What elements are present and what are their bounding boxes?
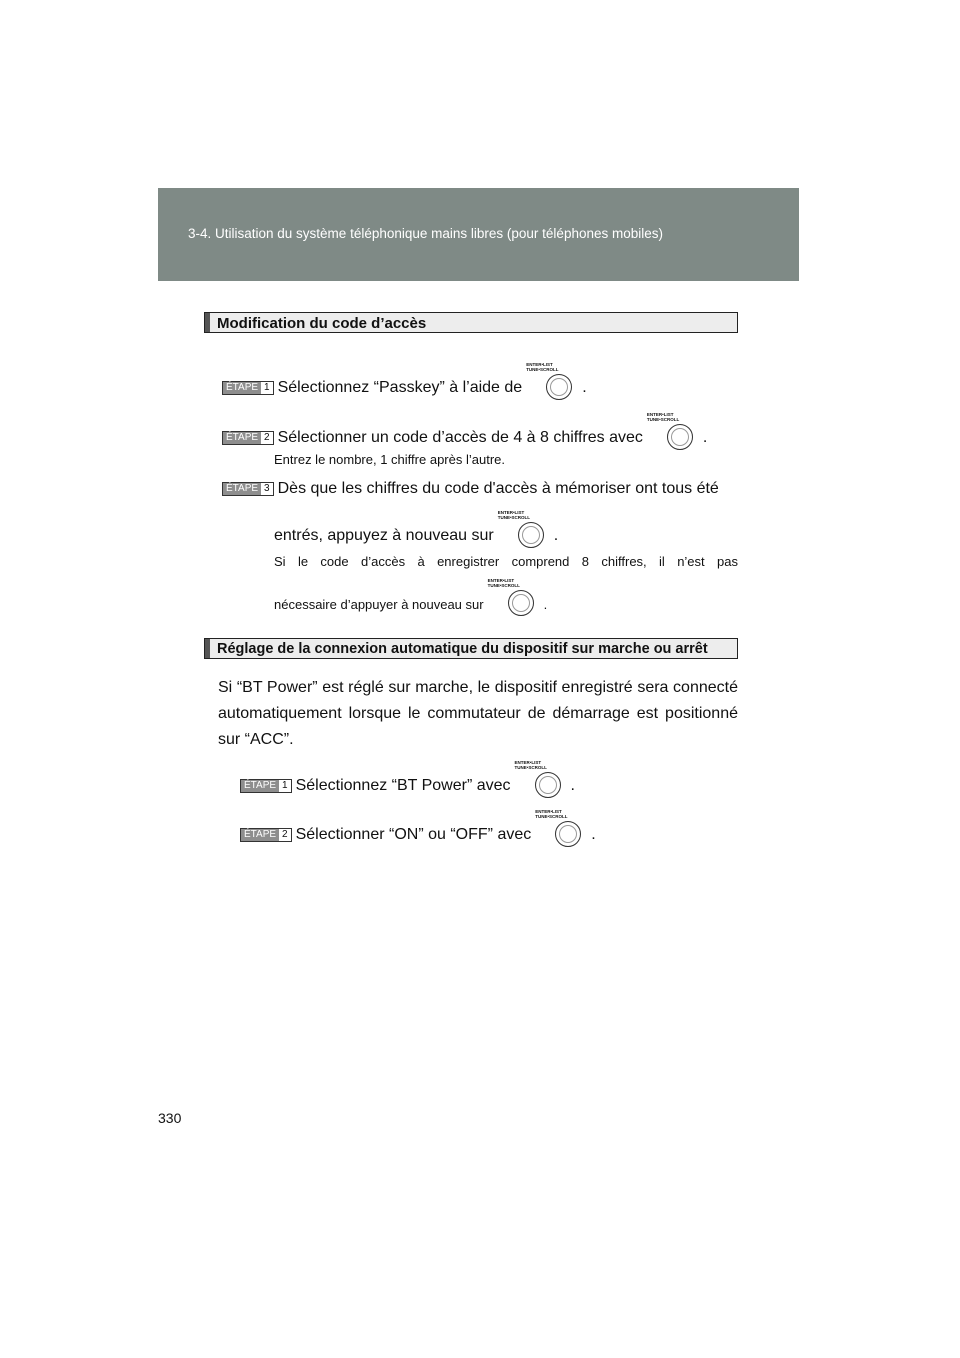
step-end: . <box>702 429 708 446</box>
heading-bar <box>205 639 210 658</box>
step-text: Sélectionnez “Passkey” à l’aide de <box>277 379 523 396</box>
enter-list-tune-scroll-knob-icon: ENTER•LIST TUNE•SCROLL <box>645 418 701 458</box>
chapter-title: 3-4. Utilisation du système téléphonique mains libres (pour téléphones mobiles) <box>188 226 663 241</box>
section-heading-passkey <box>204 312 738 333</box>
section-title: Réglage de la connexion automatique du dispositif sur marche ou arrêt <box>217 641 708 657</box>
step-3-note-line-2 <box>274 578 548 624</box>
section-title: Modification du code d’accès <box>217 315 427 332</box>
step-badge: ÉTAPE 3 <box>222 482 274 496</box>
enter-list-tune-scroll-knob-icon: ENTER•LIST TUNE•SCROLL <box>496 516 552 556</box>
enter-list-tune-scroll-knob-icon: ENTER•LIST TUNE•SCROLL <box>486 584 542 624</box>
auto-connect-paragraph: Si “BT Power” est réglé sur marche, le dispositif enregistré sera connecté automatiquement lorsque le commutateur de démarrage est positionné sur “ACC”. <box>218 679 738 748</box>
note-text: nécessaire d’appuyer à nouveau sur <box>274 596 484 612</box>
enter-list-tune-scroll-knob-icon: ENTER•LIST TUNE•SCROLL <box>533 815 589 855</box>
step-text: entrés, appuyez à nouveau sur <box>274 527 494 544</box>
step-2-bt-power <box>240 809 596 855</box>
heading-bar <box>205 313 210 332</box>
step-badge: ÉTAPE 2 <box>240 828 292 842</box>
step-end: . <box>570 777 575 794</box>
enter-list-tune-scroll-knob-icon: ENTER•LIST TUNE•SCROLL <box>524 368 580 408</box>
section-heading-auto-connect <box>204 638 738 659</box>
step-3-line-2 <box>274 510 559 556</box>
step-end: . <box>591 826 596 843</box>
step-badge: ÉTAPE 1 <box>222 381 274 395</box>
step-text: Sélectionner un code d’accès de 4 à 8 chiffres avec <box>277 429 643 446</box>
step-3-note: Si le code d’accès à enregistrer comprend 8 chiffres, il n’est pas <box>274 554 738 569</box>
chapter-header-band <box>158 188 799 281</box>
step-badge: ÉTAPE 2 <box>222 431 274 445</box>
step-text: Dès que les chiffres du code d'accès à mémoriser ont tous été <box>277 480 719 497</box>
page-number: 330 <box>158 1110 182 1126</box>
step-1-bt-power <box>240 760 575 806</box>
step-text: Sélectionnez “BT Power” avec <box>295 777 511 794</box>
step-end: . <box>582 379 587 396</box>
step-1-passkey <box>222 362 587 408</box>
note-end: . <box>543 596 548 612</box>
enter-list-tune-scroll-knob-icon: ENTER•LIST TUNE•SCROLL <box>513 766 569 806</box>
step-badge: ÉTAPE 1 <box>240 779 292 793</box>
step-2-note: Entrez le nombre, 1 chiffre après l’autre. <box>274 452 505 467</box>
step-end: . <box>553 527 559 544</box>
step-3-passkey <box>222 480 719 498</box>
step-text: Sélectionner “ON” ou “OFF” avec <box>295 826 532 843</box>
